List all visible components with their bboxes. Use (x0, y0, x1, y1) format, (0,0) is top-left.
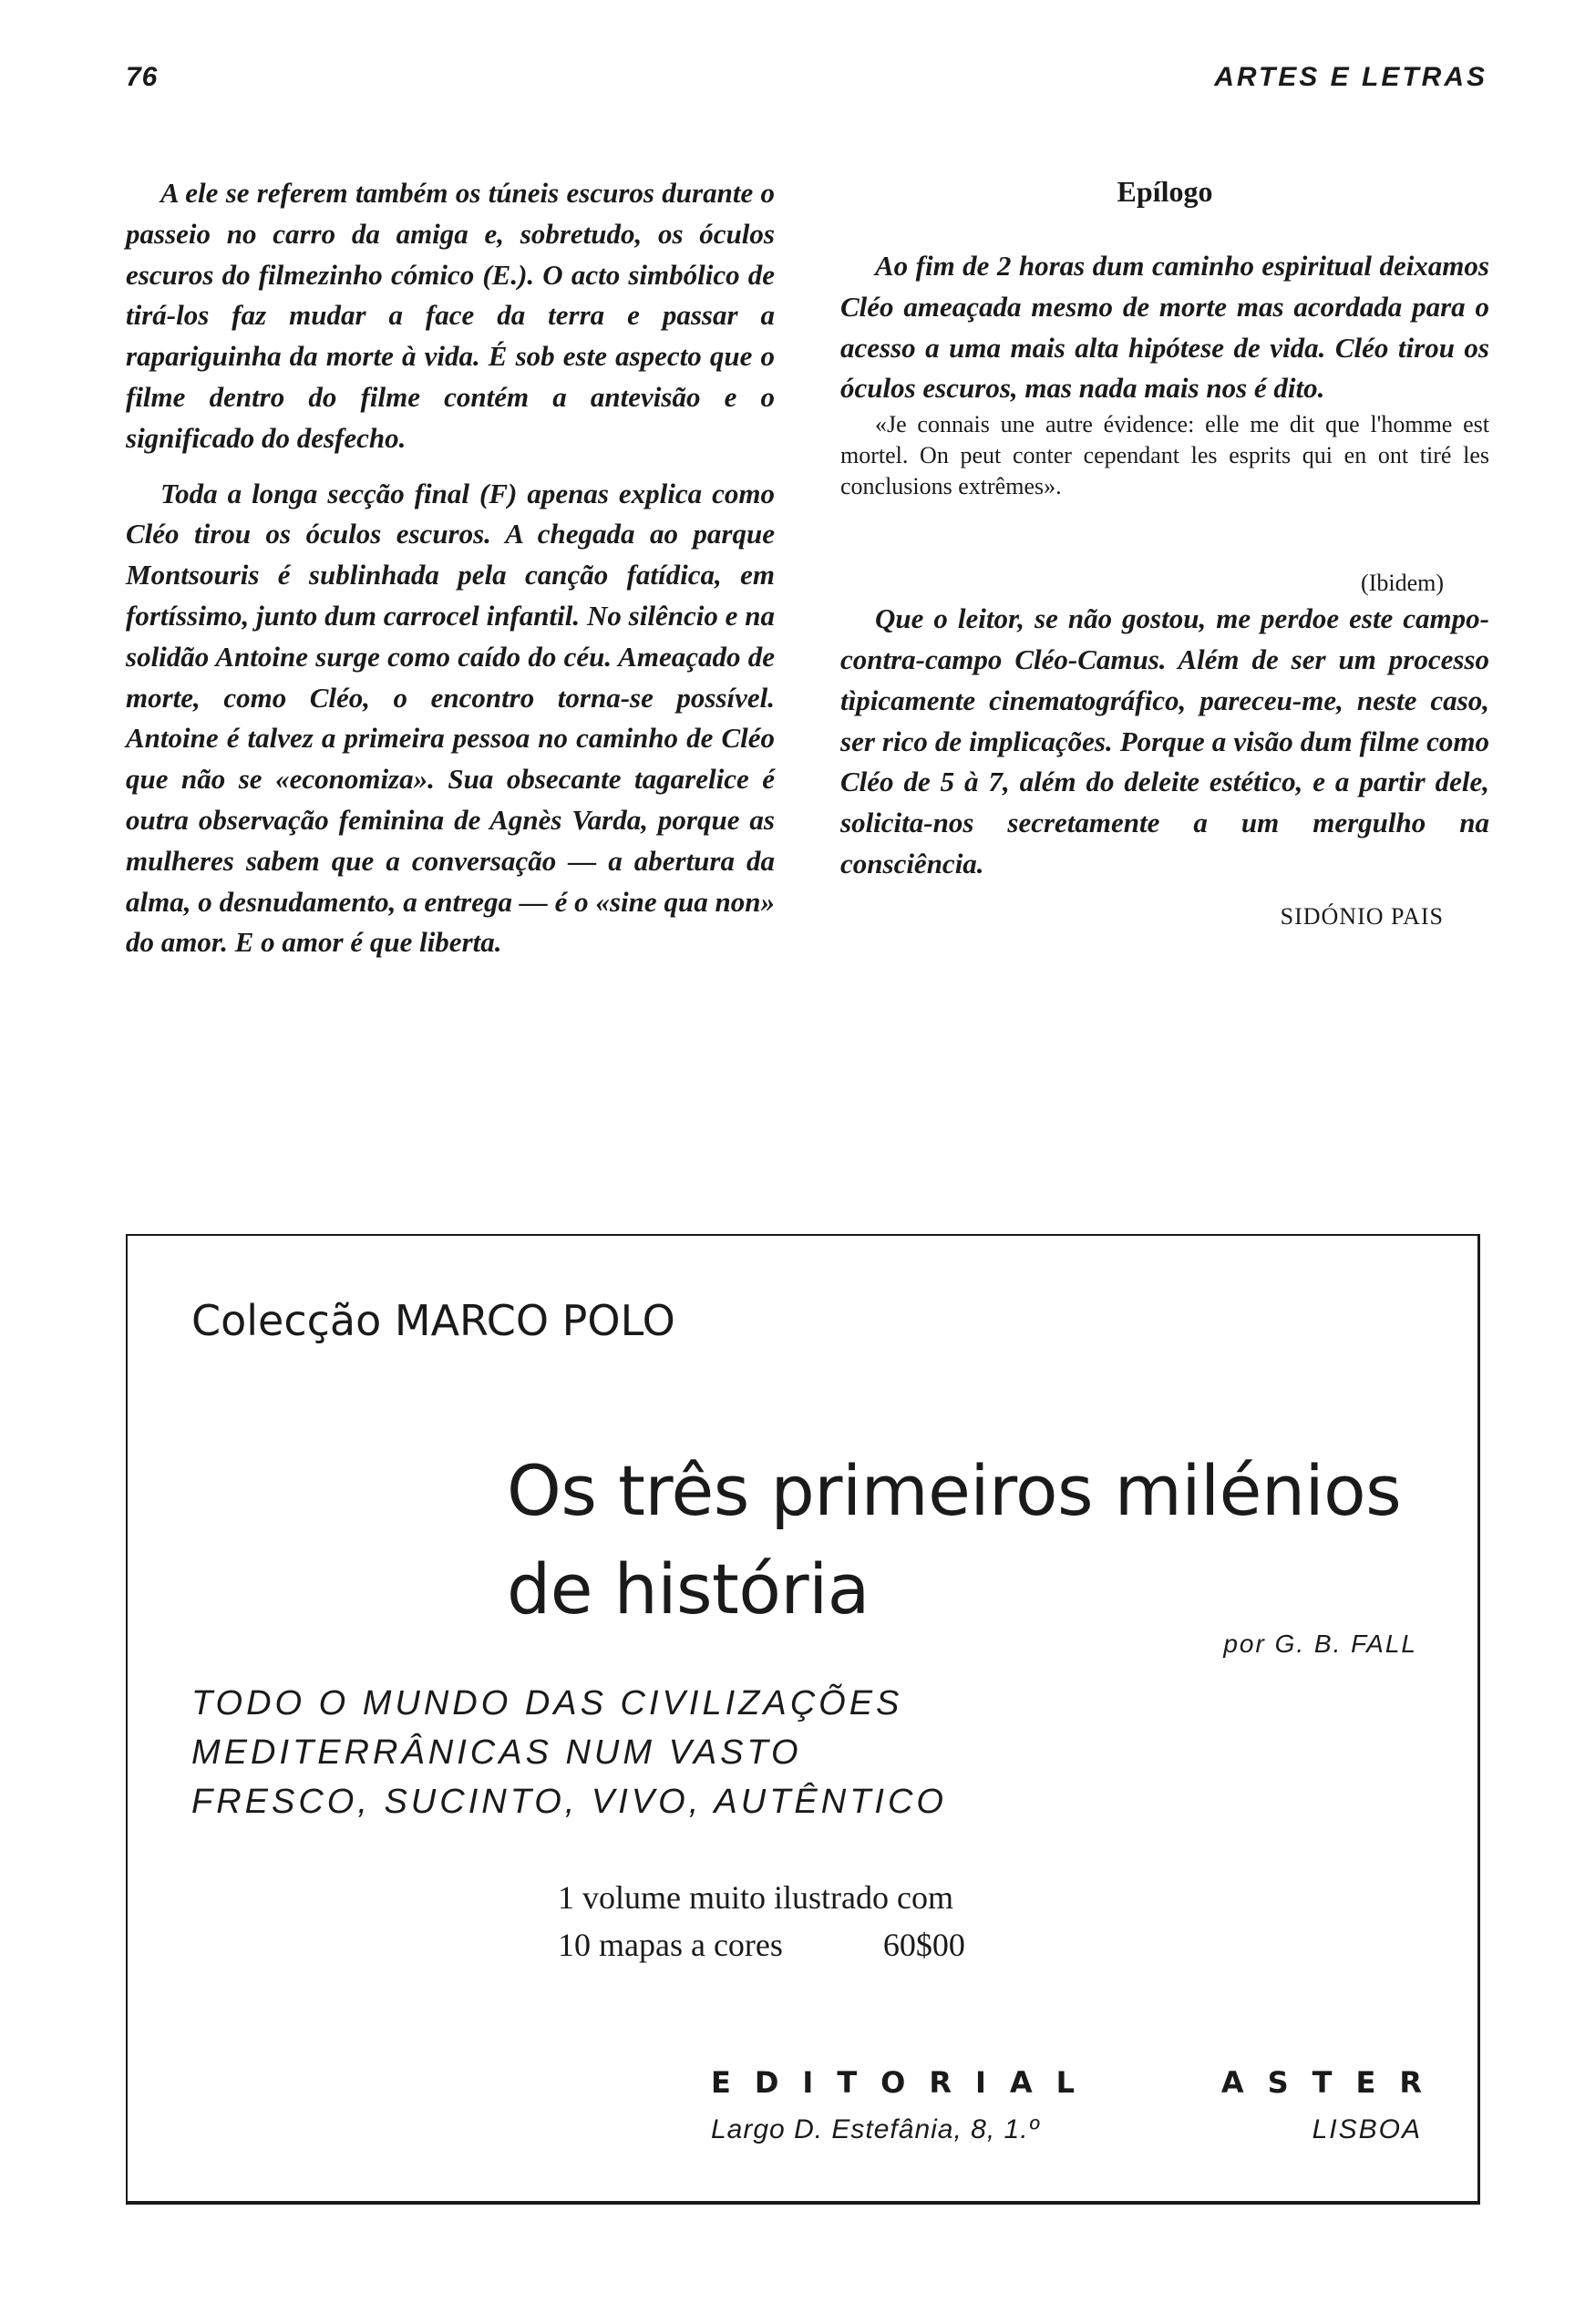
closing-paragraph: Que o leitor, se não gostou, me perdoe este campo-contra-campo Cléo-Camus. Além de ser um processo tìpicamente cinematográfico, pareceu-me, neste caso, ser rico de implicações. Porque a visão dum filme como Cléo de 5 à 7, além do deleite estético, e a partir dele, solicita-nos secretamente a um mergulho na consciência. (840, 602, 1489, 879)
publisher-name (711, 2065, 1446, 2100)
article-paragraph: A ele se referem também os túneis escuros durante o passeio no carro da amiga e, sobretudo, os óculos escuros do filmezinho cómico (E.). O acto simbólico de tirá-los faz mudar a face da terra e passar a rapariguinha da morte à vida. É sob este aspecto que o filme dentro do filme contém a antevisão e o significado do desfecho. (126, 177, 775, 454)
volume-maps: 10 mapas a cores (558, 1927, 783, 1963)
article-paragraph: Toda a longa secção final (F) apenas explica como Cléo tirou os óculos escuros. A chegada ao parque Montsouris é sublinhada pela canção fatídica, em fortíssimo, junto dum carrocel infantil. No silêncio e na solidão Antoine surge como caído do céu. Ameaçado de morte, como Cléo, o encontro torna-se possível. Antoine é talvez a primeira pessoa no caminho de Cléo que não se «economiza». Sua obsecante tagarelice é outra observação feminina de Agnès Varda, porque as mulheres sabem que a conversação — a abertura da alma, o desnudamento, a entrega — é o «sine qua non» do amor. E o amor é que liberta. (126, 477, 775, 959)
volume-info (558, 1874, 965, 1969)
book-author: por G. B. FALL (1223, 1630, 1417, 1658)
quote-source: (Ibidem) (1361, 570, 1444, 597)
book-title-line: Os três primeiros milénios (507, 1450, 1402, 1531)
page-number: 76 (126, 62, 159, 92)
publisher-name-part: EDITORIAL (711, 2065, 1099, 2100)
tagline-line: FRESCO, SUCINTO, VIVO, AUTÊNTICO (191, 1783, 947, 1821)
section-title: Epílogo (1117, 175, 1213, 208)
book-tagline (191, 1679, 947, 1826)
book-title (507, 1442, 1464, 1639)
collection-name: Colecção MARCO POLO (191, 1296, 675, 1345)
running-head: ARTES E LETRAS (1214, 62, 1488, 92)
page-header (0, 62, 1575, 108)
address-city: LISBOA (1312, 2114, 1422, 2144)
french-quote: «Je connais une autre évidence: elle me dit que l'homme est mortel. On peut conter cependant les esprits qui en ont tiré les conclusions extrêmes». (840, 411, 1489, 500)
tagline-line: TODO O MUNDO DAS CIVILIZAÇÕES (191, 1684, 903, 1722)
volume-description: 1 volume muito ilustrado com (558, 1879, 953, 1916)
epilogue-paragraph: Ao fim de 2 horas dum caminho espiritual deixamos Cléo ameaçada mesmo de morte mas acordada para o acesso a uma mais alta hipótese de vida. Cléo tirou os óculos escuros, mas nada mais nos é dito. (840, 250, 1489, 405)
address-street: Largo D. Estefânia, 8, 1.º (711, 2114, 1040, 2144)
tagline-line: MEDITERRÂNICAS NUM VASTO (191, 1733, 802, 1772)
article-author: SIDÓNIO PAIS (1280, 902, 1444, 930)
book-title-line: de história (507, 1548, 870, 1630)
article-left-column (126, 173, 775, 963)
article-right-column (840, 173, 1489, 932)
book-price: 60$00 (882, 1927, 965, 1963)
book-advertisement (126, 1234, 1480, 2205)
publisher-name-part: ASTER (1220, 2065, 1446, 2100)
publisher-address (711, 2114, 1422, 2145)
